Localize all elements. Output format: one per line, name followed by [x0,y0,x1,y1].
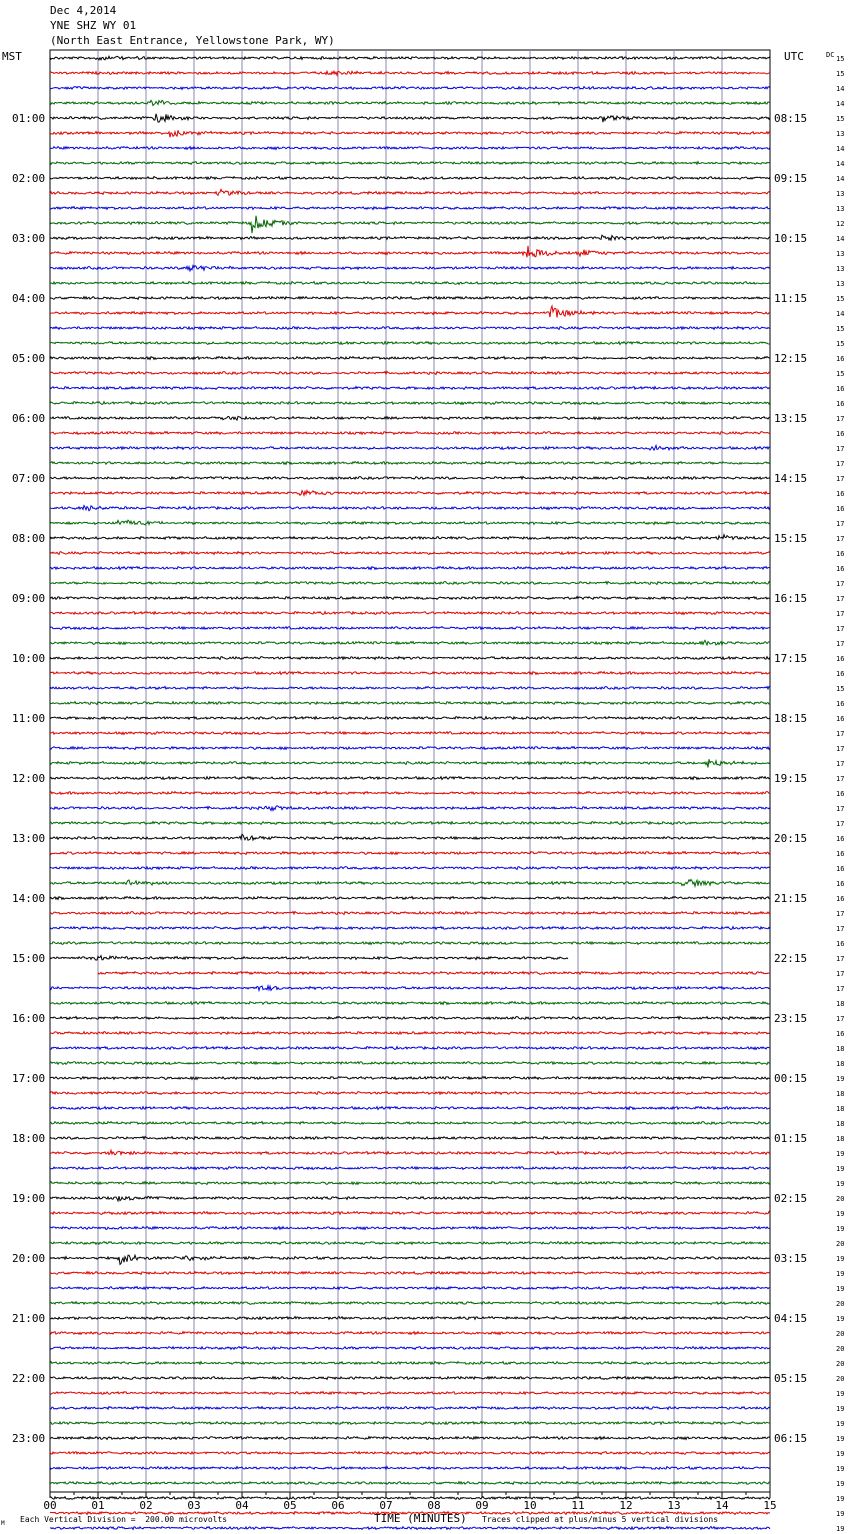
plot-frame [50,50,770,1492]
trace-line [50,1467,770,1470]
dc-offset-value: 15 [836,325,845,333]
dc-offset-value: 16 [836,400,845,408]
dc-offset-value: 17 [836,640,845,648]
utc-hour-label: 10:15 [774,232,808,245]
trace-line [50,357,770,360]
dc-offset-value: 17 [836,745,845,753]
dc-offset-value: 15 [836,295,845,303]
left-timezone-label: MST [2,50,22,63]
dc-offset-value: 19 [836,1450,845,1458]
dc-offset-value: 17 [836,985,845,993]
dc-offset-value: 17 [836,970,845,978]
dc-offset-value: 17 [836,805,845,813]
dc-offset-value: 19 [836,1390,845,1398]
utc-hour-label: 01:15 [774,1132,808,1145]
trace-line [50,1092,770,1095]
dc-offset-value: 17 [836,925,845,933]
dc-offset-value: 17 [836,775,845,783]
trace-line [50,567,770,570]
dc-offset-value: 15 [836,55,845,63]
mst-hour-label: 07:00 [12,472,46,485]
trace-line [50,1122,770,1125]
trace-line [50,1032,770,1035]
x-tick-label: 01 [91,1499,105,1512]
trace-line [50,387,770,390]
trace-line [50,56,770,60]
utc-hour-label: 13:15 [774,412,808,425]
trace-line [50,1196,770,1201]
trace-line [50,1150,770,1155]
trace-line [50,71,770,75]
dc-offset-value: 20 [836,1300,845,1308]
dc-offset-value: 15 [836,340,845,348]
trace-line [50,147,770,150]
mst-hour-label: 02:00 [12,172,46,185]
dc-offset-value: 13 [836,280,845,288]
dc-offset-value: 19 [836,1255,845,1263]
trace-line [50,1527,770,1530]
trace-line [50,822,770,825]
trace-line [50,717,770,720]
dc-offset-value: 19 [836,1075,845,1083]
trace-line [50,732,770,735]
dc-offset-value: 16 [836,430,845,438]
dc-offset-value: 19 [836,1150,845,1158]
dc-offset-value: 13 [836,130,845,138]
dc-offset-value: 15 [836,370,845,378]
dc-offset-value: 13 [836,250,845,258]
dc-offset-value: 14 [836,310,845,318]
dc-offset-value: 17 [836,580,845,588]
dc-offset-value: 20 [836,1195,845,1203]
trace-line [50,1452,770,1455]
trace-line [50,759,770,767]
dc-offset-value: 13 [836,265,845,273]
scale-note: Each Vertical Division = 200.00 microvolts [20,1515,228,1524]
x-tick-label: 10 [523,1499,537,1512]
trace-line [50,852,770,855]
trace-line [50,747,770,750]
trace-line [50,657,770,660]
x-tick-label: 15 [763,1499,777,1512]
trace-line [50,702,770,705]
dc-offset-value: 18 [836,1000,845,1008]
utc-hour-label: 23:15 [774,1012,808,1025]
x-tick-label: 08 [427,1499,441,1512]
mst-hour-label: 11:00 [12,712,46,725]
trace-line [50,1242,770,1245]
trace-line [50,597,770,600]
mst-hour-label: 21:00 [12,1312,46,1325]
x-tick-label: 12 [619,1499,633,1512]
mst-hour-label: 17:00 [12,1072,46,1085]
trace-line [50,867,770,870]
dc-offset-value: 16 [836,835,845,843]
dc-offset-value: 16 [836,505,845,513]
trace-line [50,986,770,991]
dc-offset-value: 20 [836,1360,845,1368]
utc-hour-label: 06:15 [774,1432,808,1445]
trace-line [50,640,770,645]
trace-line [50,1002,770,1005]
dc-offset-value: 13 [836,205,845,213]
trace-line [50,927,770,930]
trace-line [50,1437,770,1440]
x-tick-label: 14 [715,1499,729,1512]
utc-hour-label: 16:15 [774,592,808,605]
dc-offset-value: 14 [836,85,845,93]
trace-line [50,897,770,900]
dc-offset-value: 16 [836,880,845,888]
trace-line [50,235,770,240]
mst-hour-label: 20:00 [12,1252,46,1265]
dc-offset-value: 16 [836,490,845,498]
trace-line [50,1107,770,1110]
trace-line [50,1227,770,1230]
trace-line [50,535,770,540]
dc-offset-value: 14 [836,235,845,243]
dc-offset-value: 17 [836,415,845,423]
dc-offset-value: 17 [836,955,845,963]
dc-offset-value: 20 [836,1375,845,1383]
trace-line [50,446,770,451]
dc-offset-value: 17 [836,820,845,828]
mst-hour-label: 05:00 [12,352,46,365]
trace-line [50,1347,770,1350]
utc-hour-label: 03:15 [774,1252,808,1265]
trace-line [50,177,770,180]
utc-hour-label: 19:15 [774,772,808,785]
trace-line [50,1407,770,1410]
dc-offset-value: 18 [836,1090,845,1098]
trace-line [50,777,770,780]
trace-line [50,246,770,257]
dc-offset-value: 15 [836,70,845,78]
trace-line [50,912,770,915]
trace-line [50,1272,770,1275]
dc-offset-value: 16 [836,940,845,948]
dc-offset-value: 19 [836,1270,845,1278]
trace-line [50,372,770,375]
dc-offset-value: 16 [836,670,845,678]
trace-line [50,1017,770,1020]
mst-hour-label: 04:00 [12,292,46,305]
dc-offset-value: 16 [836,355,845,363]
dc-offset-value: 13 [836,190,845,198]
seismogram-date: Dec 4,2014 [50,4,117,17]
trace-line [50,297,770,300]
trace-line [50,266,770,271]
trace-line [50,162,770,165]
mst-hour-label: 01:00 [12,112,46,125]
station-code: YNE SHZ WY 01 [50,19,137,32]
trace-line [50,216,770,234]
dc-offset-value: 17 [836,460,845,468]
x-tick-label: 07 [379,1499,393,1512]
mst-hour-label: 16:00 [12,1012,46,1025]
trace-line [50,880,770,887]
dc-offset-value: 19 [836,1405,845,1413]
trace-line [50,834,770,840]
x-tick-label: 11 [571,1499,585,1512]
mst-hour-label: 09:00 [12,592,46,605]
utc-hour-label: 15:15 [774,532,808,545]
mst-hour-label: 15:00 [12,952,46,965]
utc-hour-label: 12:15 [774,352,808,365]
dc-offset-value: 16 [836,385,845,393]
dc-offset-value: 16 [836,700,845,708]
dc-offset-value: 19 [836,1225,845,1233]
right-timezone-label: UTC [784,50,804,63]
utc-hour-label: 11:15 [774,292,808,305]
dc-offset-value: 15 [836,115,845,123]
trace-line [50,477,770,480]
dc-offset-value: 19 [836,1495,845,1503]
dc-offset-value: 16 [836,895,845,903]
trace-line [50,627,770,630]
trace-line [50,342,770,345]
trace-line [50,402,770,405]
trace-line [50,1212,770,1215]
trace-line [50,792,770,795]
trace-line [50,612,770,615]
trace-line [50,806,770,811]
mst-hour-label: 13:00 [12,832,46,845]
utc-hour-label: 17:15 [774,652,808,665]
trace-line [50,282,770,285]
trace-line [50,1377,770,1380]
dc-offset-value: 19 [836,1315,845,1323]
utc-hour-label: 09:15 [774,172,808,185]
dc-offset-value: 19 [836,1210,845,1218]
x-axis-title: TIME (MINUTES) [374,1512,467,1525]
mst-hour-label: 19:00 [12,1192,46,1205]
utc-hour-label: 00:15 [774,1072,808,1085]
trace-line [50,1047,770,1050]
dc-offset-value: 12 [836,220,845,228]
trace-line [50,189,770,195]
mst-hour-label: 22:00 [12,1372,46,1385]
utc-hour-label: 08:15 [774,112,808,125]
trace-line [50,1062,770,1065]
trace-line [50,1137,770,1140]
utc-hour-label: 20:15 [774,832,808,845]
dc-offset-value: 17 [836,1015,845,1023]
dc-offset-value: 17 [836,535,845,543]
trace-line [50,114,770,122]
dc-offset-value: 18 [836,1045,845,1053]
trace-line [50,432,770,435]
dc-offset-value: 15 [836,685,845,693]
trace-line [50,416,770,420]
corner-mark: M [1,1520,5,1527]
dc-offset-value: 19 [836,1510,845,1518]
dc-offset-value: 18 [836,1060,845,1068]
dc-offset-value: 17 [836,475,845,483]
dc-offset-value: 17 [836,520,845,528]
dc-offset-header: DC [826,51,835,59]
trace-line [50,1497,770,1500]
x-tick-label: 04 [235,1499,249,1512]
dc-offset-value: 16 [836,790,845,798]
dc-offset-value: 18 [836,1135,845,1143]
trace-line [50,1182,770,1185]
dc-offset-value: 17 [836,445,845,453]
x-tick-label: 03 [187,1499,201,1512]
dc-offset-value: 19 [836,1180,845,1188]
dc-offset-value: 18 [836,1105,845,1113]
dc-offset-value: 16 [836,1030,845,1038]
trace-line [50,942,770,945]
trace-line [50,491,770,496]
mst-hour-label: 10:00 [12,652,46,665]
trace-line [50,130,770,137]
dc-offset-value: 19 [836,1165,845,1173]
trace-line [50,956,568,961]
mst-hour-label: 03:00 [12,232,46,245]
clip-note: Traces clipped at plus/minus 5 vertical divisions [482,1515,719,1524]
mst-hour-label: 18:00 [12,1132,46,1145]
dc-offset-value: 20 [836,1330,845,1338]
utc-hour-label: 02:15 [774,1192,808,1205]
trace-line [50,1077,770,1080]
trace-line [50,552,770,555]
dc-offset-value: 19 [836,1480,845,1488]
trace-line [50,207,770,210]
utc-hour-label: 18:15 [774,712,808,725]
dc-offset-value: 17 [836,610,845,618]
trace-line [50,1167,770,1170]
trace-line [50,1255,770,1264]
dc-offset-value: 19 [836,1435,845,1443]
dc-offset-value: 20 [836,1240,845,1248]
dc-offset-value: 18 [836,1120,845,1128]
dc-offset-value: 16 [836,550,845,558]
utc-hour-label: 22:15 [774,952,808,965]
x-tick-label: 02 [139,1499,153,1512]
trace-line [50,1392,770,1395]
trace-line [50,506,770,511]
trace-line [50,1317,770,1320]
station-location: (North East Entrance, Yellowstone Park, WY) [50,34,335,47]
dc-offset-value: 16 [836,655,845,663]
trace-line [50,1482,770,1485]
dc-offset-value: 14 [836,100,845,108]
x-tick-label: 05 [283,1499,297,1512]
dc-offset-value: 14 [836,160,845,168]
mst-hour-label: 08:00 [12,532,46,545]
x-tick-label: 00 [43,1499,57,1512]
x-tick-label: 09 [475,1499,489,1512]
utc-hour-label: 05:15 [774,1372,808,1385]
trace-line [50,582,770,585]
trace-line [50,1287,770,1290]
trace-line [50,100,770,105]
trace-line [50,520,770,525]
dc-offset-value: 17 [836,625,845,633]
dc-offset-value: 19 [836,1420,845,1428]
trace-line [50,672,770,675]
dc-offset-value: 20 [836,1345,845,1353]
trace-line [50,1302,770,1305]
utc-hour-label: 21:15 [774,892,808,905]
dc-offset-value: 19 [836,1465,845,1473]
utc-hour-label: 14:15 [774,472,808,485]
dc-offset-value: 14 [836,175,845,183]
trace-line [50,306,770,318]
dc-offset-value: 19 [836,1525,845,1533]
trace-line [50,687,770,690]
mst-hour-label: 23:00 [12,1432,46,1445]
trace-line [50,87,770,90]
dc-offset-value: 17 [836,730,845,738]
mst-hour-label: 12:00 [12,772,46,785]
mst-hour-label: 14:00 [12,892,46,905]
dc-offset-value: 16 [836,565,845,573]
mst-hour-label: 06:00 [12,412,46,425]
dc-offset-value: 17 [836,760,845,768]
dc-offset-value: 14 [836,145,845,153]
dc-offset-value: 16 [836,865,845,873]
dc-offset-value: 17 [836,595,845,603]
x-tick-label: 06 [331,1499,345,1512]
trace-line [50,1422,770,1425]
dc-offset-value: 16 [836,850,845,858]
trace-line [50,1362,770,1365]
trace-line [50,327,770,330]
dc-offset-value: 16 [836,715,845,723]
trace-line [50,462,770,465]
utc-hour-label: 04:15 [774,1312,808,1325]
dc-offset-value: 19 [836,1285,845,1293]
trace-line [50,1332,770,1335]
dc-offset-value: 17 [836,910,845,918]
x-tick-label: 13 [667,1499,681,1512]
